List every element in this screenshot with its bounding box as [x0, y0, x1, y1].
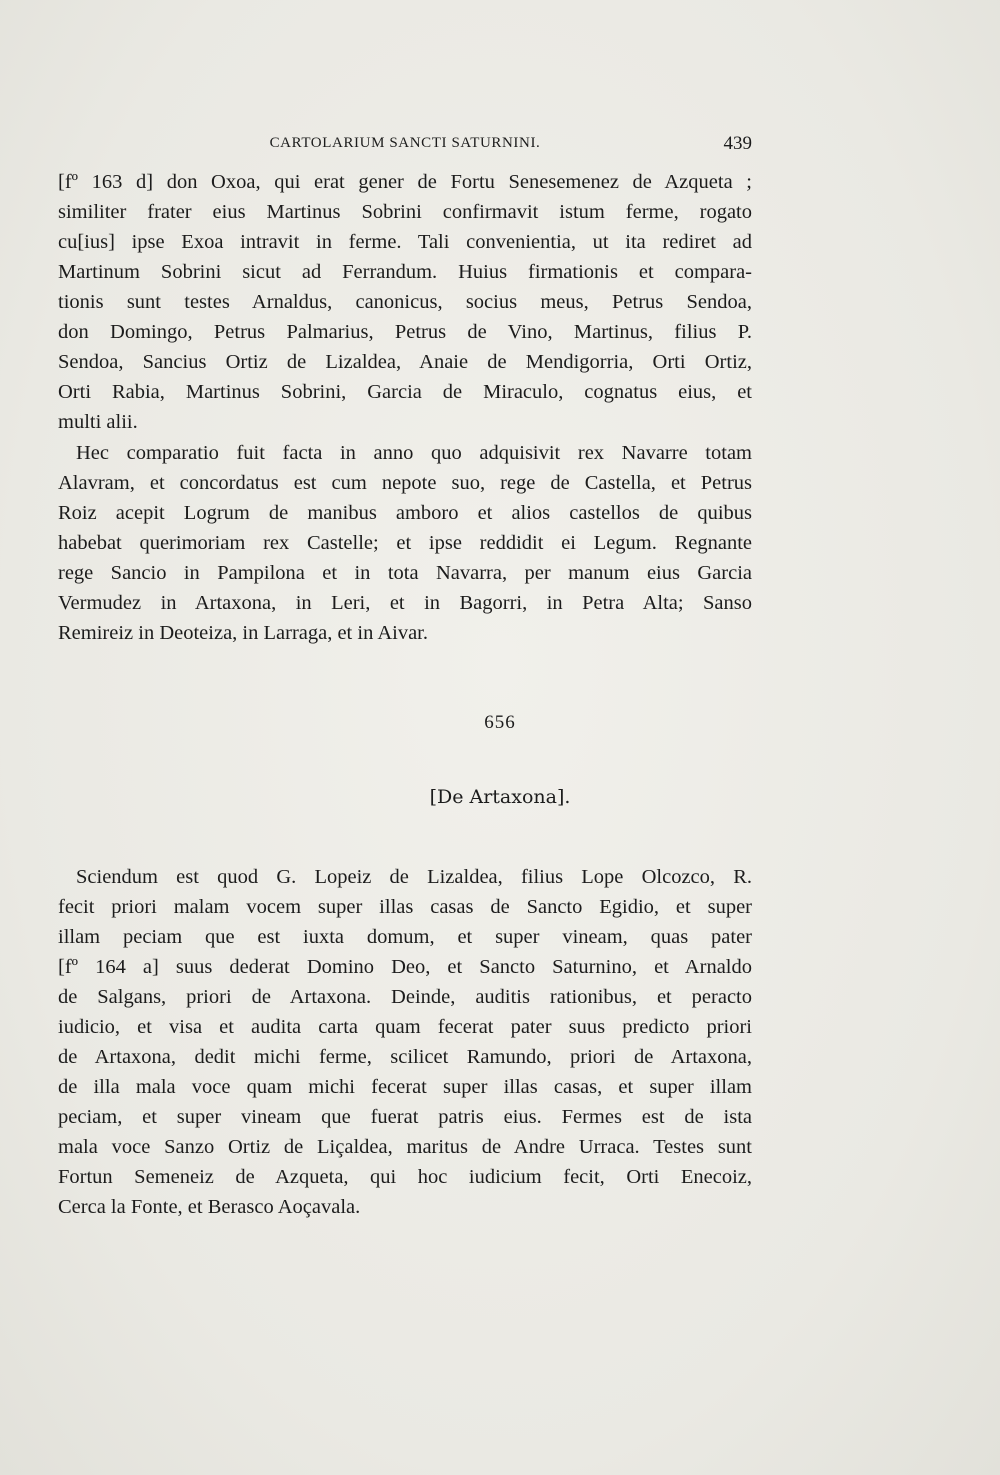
- text-line: Fortun Semeneiz de Azqueta, qui hoc iudicium fecit, Orti Enecoiz,: [58, 1166, 752, 1188]
- text-line: fecit priori malam vocem super illas casas de Sancto Egidio, et super: [58, 896, 752, 918]
- text-line: iudicio, et visa et audita carta quam fecerat pater suus predicto priori: [58, 1016, 752, 1038]
- text-line: Roiz acepit Logrum de manibus amboro et alios castellos de quibus: [58, 502, 752, 524]
- text-line: mala voce Sanzo Ortiz de Liçaldea, maritus de Andre Urraca. Testes sunt: [58, 1136, 752, 1158]
- text-line: don Domingo, Petrus Palmarius, Petrus de Vino, Martinus, filius P.: [58, 321, 752, 343]
- text-line: tionis sunt testes Arnaldus, canonicus, socius meus, Petrus Sendoa,: [58, 291, 752, 313]
- text-line: Vermudez in Artaxona, in Leri, et in Bagorri, in Petra Alta; Sanso: [58, 592, 752, 614]
- paragraph-sciendum: [58, 862, 752, 1222]
- text-line: Alavram, et concordatus est cum nepote suo, rege de Castella, et Petrus: [58, 472, 752, 494]
- text-line: [fº 164 a] suus dederat Domino Deo, et Sancto Saturnino, et Arnaldo: [58, 956, 752, 978]
- text-line: Cerca la Fonte, et Berasco Aoçavala.: [58, 1196, 361, 1218]
- text-line: illam peciam que est iuxta domum, et super vineam, quas pater: [58, 926, 752, 948]
- text-line: Orti Rabia, Martinus Sobrini, Garcia de Miraculo, cognatus eius, et: [58, 381, 752, 403]
- running-title: CARTOLARIUM SANCTI SATURNINI.: [269, 135, 541, 151]
- text-line: de Artaxona, dedit michi ferme, scilicet Ramundo, priori de Artaxona,: [58, 1046, 752, 1068]
- text-line: habebat querimoriam rex Castelle; et ipse reddidit ei Legum. Regnante: [58, 532, 752, 554]
- text-line: Martinum Sobrini sicut ad Ferrandum. Huius firmationis et compara-: [58, 261, 752, 283]
- text-line: [fº 163 d] don Oxoa, qui erat gener de Fortu Senesemenez de Azqueta ;: [58, 171, 752, 193]
- paragraph-comparatio: [58, 438, 752, 648]
- text-line: cu[ius] ipse Exoa intravit in ferme. Tali convenientia, ut ita rediret ad: [58, 231, 752, 253]
- text-line: multi alii.: [58, 411, 138, 433]
- text-line: similiter frater eius Martinus Sobrini confirmavit istum ferme, rogato: [58, 201, 752, 223]
- text-line: de illa mala voce quam michi fecerat super illas casas, et super illam: [58, 1076, 752, 1098]
- page-number: 439: [723, 133, 752, 154]
- text-line: de Salgans, priori de Artaxona. Deinde, auditis rationibus, et peracto: [58, 986, 752, 1008]
- page-header: [58, 133, 752, 157]
- text-line: rege Sancio in Pampilona et in tota Navarra, per manum eius Garcia: [58, 562, 752, 584]
- text-line: peciam, et super vineam que fuerat patris eius. Fermes est de ista: [58, 1106, 752, 1128]
- text-line: Hec comparatio fuit facta in anno quo adquisivit rex Navarre totam: [76, 442, 752, 464]
- text-line: Sciendum est quod G. Lopeiz de Lizaldea, filius Lope Olcozco, R.: [76, 866, 752, 888]
- section-title: [De Artaxona].: [429, 786, 571, 808]
- text-line: Sendoa, Sancius Ortiz de Lizaldea, Anaie de Mendigorria, Orti Ortiz,: [58, 351, 752, 373]
- section-number: 656: [484, 712, 516, 733]
- text-line: Remireiz in Deoteiza, in Larraga, et in Aivar.: [58, 622, 428, 644]
- paragraph-continuation: [58, 167, 752, 437]
